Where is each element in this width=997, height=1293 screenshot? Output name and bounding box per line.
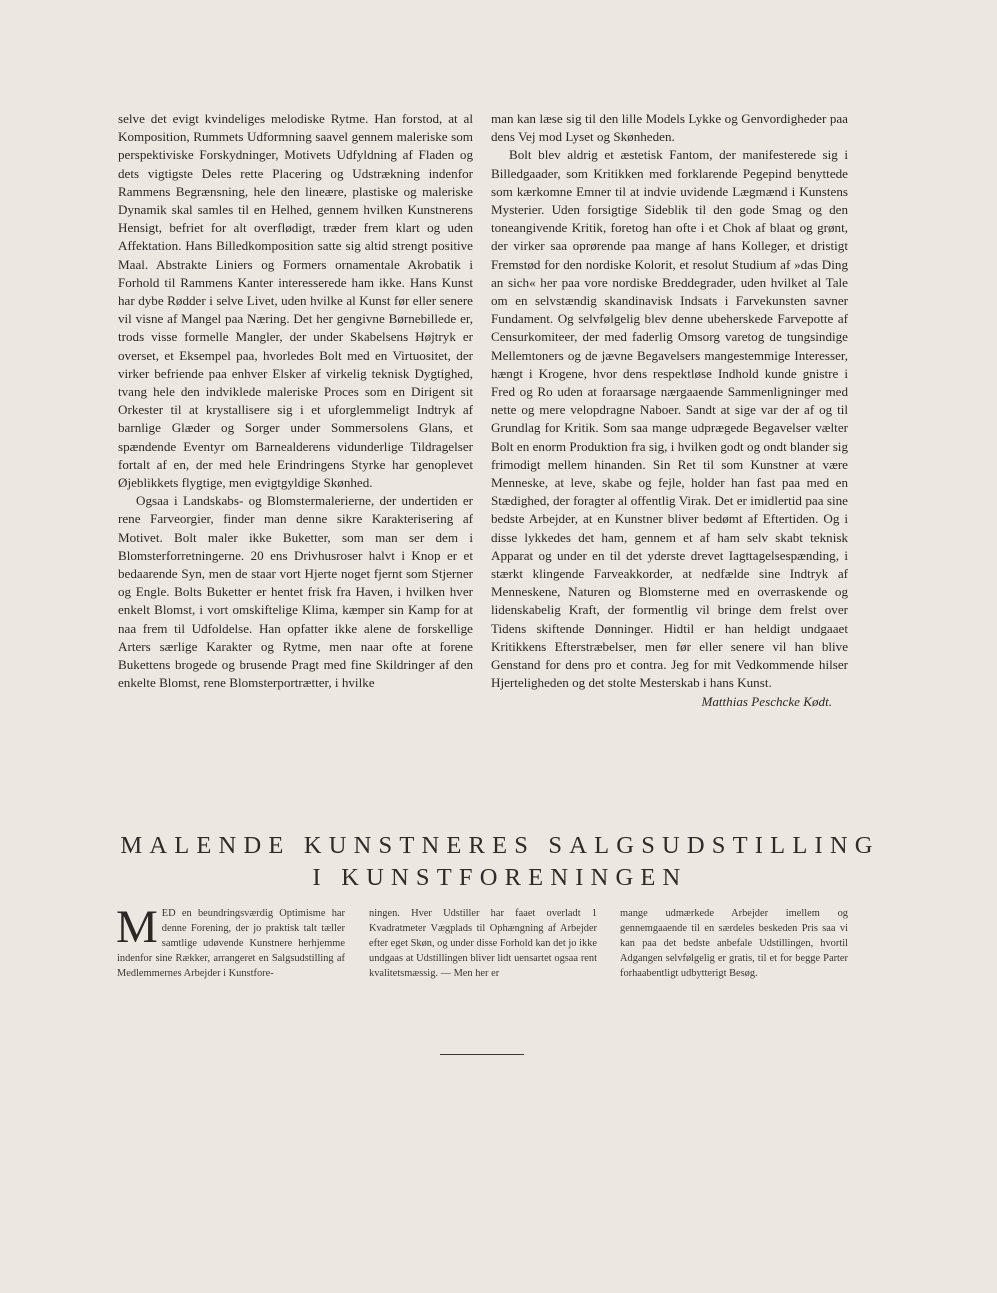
section-heading-line-1: MALENDE KUNSTNERES SALGSUDSTILLING [120, 832, 880, 859]
notice-column-3: mange udmærkede Arbejder imellem og gennemgaaende til en særdeles beskeden Pris saa vi kan paa det bedste anbefale Udstillingen, hvortil Adgangen selvfølgelig er gratis, til et for begge Parter forhaabentligt udbytterigt Besøg. [620, 908, 848, 980]
section-divider [440, 1054, 524, 1055]
notice-column-1 [116, 901, 345, 981]
article-paragraph: Ogsaa i Landskabs- og Blomstermalerierne, der undertiden er rene Farveorgier, finder man denne sikre Karakterisering af Motivet. Bolt maler ikke Buketter, som man ser dem i Blomsterforretningerne. 20 ens Drivhusroser halvt i Knop er et bedaarende Syn, men de staar vort Hjerte noget fjernt som Stjerner og Engle. Bolts Buketter er hentet frisk fra Haven, i hvilken hver enkelt Blomst, i vort omskiftelige Klima, kæmper sin Kamp for at naa frem til Udfoldelse. Han opfatter ikke alene de forskellige Arters særlige Karakter og Rytme, men naar ofte at forene Bukettens brogede og brusende Pragt med fine Skildringer af den enkelte Blomst, rene Blomsterportrætter, i hvilke [118, 493, 473, 691]
author-signature: Matthias Peschcke Kødt. [701, 693, 832, 709]
article-paragraph: man kan læse sig til den lille Models Lykke og Genvordigheder paa dens Vej mod Lyset og Skønheden. [491, 111, 848, 145]
article-paragraph: selve det evigt kvindeliges melodiske Rytme. Han forstod, at al Komposition, Rummets Udformning saavel gennem maleriske som perspektiviske Forskydninger, Motivets Udfyldning af Fladen og dets vigtigste Deles rette Placering og Udstrækning indenfor Rammens Begrænsning, hele den lineære, plastiske og maleriske Dynamik skal samles til en Helhed, gennem hvilken Kunstnerens Hensigt, befriet for alt overflødigt, træder frem klart og uden Affektation. Hans Billedkomposition satte sig altid strengt positive Maal. Abstrakte Liniers og Formers ornamentale Akrobatik i Forhold til Rammens Kanter interesserede ham ikke. Hans Kunst har dybe Rødder i selve Livet, uden hvilke al Kunst før eller senere vil visne af Mangel paa Næring. Det her gengivne Børnebillede er, trods visse formelle Mangler, der under Skabelsens Højtryk er overset, et Eksempel paa, hvorledes Bolt med en Virtuositet, der virker befriende paa enhver Elsker af virkelig teknisk Dygtighed, tvang hele den indviklede maleriske Proces som en Dirigent sit Orkester til at krystallisere sig i et uforglemmeligt Indtryk af barnlige Glæder og Sorger under Sommersolens Glans, et spændende Eventyr om Barnealderens vidunderlige Tildragelser fortalt af en, der med hele Erindringens Styrke har genoplevet Øjeblikkets flygtige, men evigtgyldige Skønhed. [118, 111, 473, 491]
notice-column-2: ningen. Hver Udstiller har faaet overladt 1 Kvadratmeter Vægplads til Ophængning af Arbejder efter eget Skøn, og under disse Forhold kan det jo ikke undgaas at Udstillingen bliver lidt uensartet ogsaa rent kvalitetsmæssig. — Men her er [369, 908, 597, 980]
drop-cap: M [116, 901, 158, 953]
article-left-column [118, 110, 473, 693]
article-right-column [491, 110, 848, 711]
article-paragraph: Bolt blev aldrig et æstetisk Fantom, der manifesterede sig i Billedgaader, som Kritikken med forklarende Pegepind benyttede som kærkomne Emner til at indvie uvidende Lægmænd i Kunstens Mysterier. Uden forsigtige Sideblik til den gode Smag og den toneangivende Kritik, foretog han ofte i et Chok af blaat og grønt, der virker saa oprørende paa mange af hans Kolleger, et dristigt Fremstød for den nordiske Kolorit, et resolut Studium af »das Ding an sich« her paa vore nordiske Breddegrader, uden hvilket al Tale om en selvstændig skandinavisk Indsats i Farvekunsten savner Fundament. Og selvfølgelig blev denne ubeherskede Farvepotte af Censurkomiteer, der med faderlig Omsorg varetog de tungsindige Mellemtoners og de jævne Begavelsers mangestemmige Interesser, hængt i Krogene, hvor dens respektløse Indhold kunde gnistre i Fred og Ro uden at foraarsage nærgaaende Sammenligninger med nette og mere velopdragne Naboer. Sandt at sige var der af og til Grundlag for Kritik. Som saa mange udprægede Begavelser vælter Bolt en enorm Produktion fra sig, i hvilken godt og ondt blander sig frimodigt mellem hinanden. Sin Ret til som Kunstner at være Menneske, at leve, skabe og fejle, holder han fast paa med en Stædighed, der foragter al offentlig Virak. Det er imidlertid paa sine bedste Arbejder, at en Kunstner bliver bedømt af Eftertiden. Og i disse lykkedes det ham, gennem et af ham selv skabt teknisk Apparat og under en til det yderste drevet Iagttagelsespænding, i stærkt klingende Farveakkorder, at nedfælde sine Indtryk af Menneskene, Naturen og Blomsterne med en overraskende og lidenskabelig Kraft, der formentlig vil bringe dem frelst over Tidens skiftende Dønninger. Hidtil er han heldigt undgaaet Kritikkens Efterstræbelser, men før eller senere vil han blive Genstand for dens pro et contra. Jeg for mit Vedkommende hilser Hjerteligheden og det stolte Mesterskab i hans Kunst. [491, 147, 848, 691]
section-heading-line-2: I KUNSTFORENINGEN [312, 864, 688, 891]
notice-text: ED en beundringsværdig Optimisme har denne Forening, der jo praktisk talt tæller samtlige udøvende Kunstnere herhjemme indenfor sine Rækker, arrangeret en Salgsudstilling af Medlemmernes Arbejder i Kunstfore- [117, 908, 345, 980]
